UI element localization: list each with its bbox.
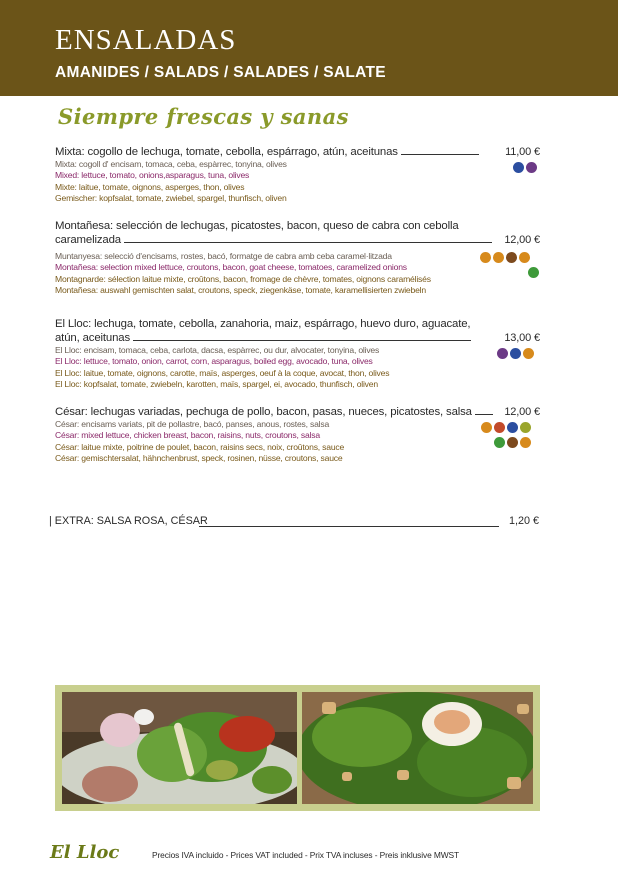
fish-allergen-icon: [510, 348, 521, 359]
slogan: Siempre frescas y sanas: [58, 104, 349, 129]
item-name: César: lechugas variadas, pechuga de pollo, bacon, pasas, nueces, picatostes, salsa: [55, 406, 472, 418]
item-desc-fr: Montagnarde: sélection laitue mixte, croûtons, bacon, fromage de chèvre, tomates, oignons caramélisés: [55, 273, 431, 284]
item-desc-de: César: gemischtersalat, hähnchenbrust, speck, rosinen, nüsse, croutons, sauce: [55, 453, 343, 464]
nuts-allergen-icon: [506, 252, 517, 263]
celery-allergen-icon: [528, 267, 539, 278]
item-desc-ca: Mixta: cogoll d' encisam, tomaca, ceba, espàrrec, tonyina, olives: [55, 159, 287, 169]
gluten-allergen-icon: [481, 422, 492, 433]
item-desc-fr: César: laitue mixte, poitrine de poulet, bacon, raisins secs, noix, croûtons, sauce: [55, 441, 345, 452]
item-desc-de: Montañesa: auswahl gemischten salat, croutons, speck, ziegenkäse, tomate, karamellisierten zwiebeln: [55, 285, 426, 296]
item-name-cont: atún, aceitunas: [55, 332, 131, 344]
egg-allergen-icon: [519, 252, 530, 263]
soy-allergen-icon: [520, 422, 531, 433]
gluten-allergen-icon: [480, 252, 491, 263]
header-banner: [0, 0, 618, 96]
fish-allergen-icon: [513, 162, 524, 173]
leader-line: [124, 233, 492, 243]
item-price: 12,00 €: [504, 234, 540, 246]
photo-frame: [55, 685, 540, 811]
allergen-icons-row2: [494, 437, 531, 448]
item-price: 12,00 €: [504, 406, 540, 418]
vat-note: Precios IVA incluido - Prices VAT included - Prix TVA incluses - Preis inklusive MWST: [152, 850, 460, 860]
item-name-line: [55, 219, 540, 247]
item-desc-en: El Lloc: lettuce, tomato, onion, carrot, corn, asparagus, boiled egg, avocado, tuna, olives: [55, 356, 373, 367]
item-desc-ca: El Lloc: encisam, tomaca, ceba, carlota, dacsa, espàrrec, ou dur, alvocater, tonyina, olives: [55, 345, 380, 355]
leader-line: [401, 145, 479, 155]
item-desc-fr: Mixte: laitue, tomate, oignons, asperges, thon, olives: [55, 181, 245, 192]
extra-row: [49, 515, 539, 527]
item-desc-de: El Lloc: kopfsalat, tomate, zwiebeln, karotten, maïs, spargel, ei, avocado, thunfisch, oliven: [55, 379, 378, 390]
salad-photo-mixta: [62, 692, 297, 804]
fish-allergen-icon: [507, 422, 518, 433]
leader-line: [199, 526, 499, 527]
item-name: El Lloc: lechuga, tomate, cebolla, zanahoria, maiz, espárrago, huevo duro, aguacate,: [55, 318, 471, 330]
allergen-icons: [481, 422, 531, 433]
allergen-icons: [497, 348, 534, 359]
allergen-icons: [513, 162, 537, 173]
item-desc-ca: César: encisams variats, pit de pollastre, bacó, panses, anous, rostes, salsa: [55, 419, 330, 429]
item-desc-en: Mixed: lettuce, tomato, onions,asparagus, tuna, olives: [55, 170, 250, 181]
mustard-allergen-icon: [494, 422, 505, 433]
menu-item-montanesa: [55, 219, 540, 297]
item-desc-ca: Muntanyesa: selecció d'encisams, rostes, bacó, formatge de cabra amb ceba caramel·litzada: [55, 251, 392, 261]
extra-label: | EXTRA: SALSA ROSA, CÉSAR: [49, 515, 208, 527]
egg-allergen-icon: [523, 348, 534, 359]
item-name-line: [55, 317, 540, 345]
item-price: 11,00 €: [505, 146, 540, 158]
restaurant-logo: El Lloc: [50, 842, 120, 863]
leader-line: [475, 405, 493, 415]
item-desc-en: Montañesa: selection mixed lettuce, croutons, bacon, goat cheese, tomatoes, caramelized onions: [55, 262, 407, 273]
sulphite-allergen-icon: [526, 162, 537, 173]
milk-allergen-icon: [493, 252, 504, 263]
allergen-icons: [480, 252, 530, 263]
menu-item-el-lloc: [55, 317, 540, 391]
item-desc-en: César: mixed lettuce, chicken breast, bacon, raisins, nuts, croutons, salsa: [55, 430, 320, 441]
item-name: Montañesa: selección de lechugas, picatostes, bacon, queso de cabra con cebolla: [55, 220, 459, 232]
item-price: 13,00 €: [504, 332, 540, 344]
item-name-line: [55, 145, 540, 159]
extra-price: 1,20 €: [508, 515, 539, 527]
item-name-cont: caramelizada: [55, 234, 121, 246]
item-desc-de: Gemischer: kopfsalat, tomate, zwiebel, spargel, thunfisch, oliven: [55, 193, 287, 204]
item-name-line: [55, 405, 540, 419]
leader-line: [133, 331, 471, 341]
menu-item-mixta: [55, 145, 540, 205]
item-desc-fr: El Lloc: laitue, tomate, oignons, carotte, maïs, asperges, oeuf à la coque, avocat, thon, olives: [55, 367, 390, 378]
celery-allergen-icon: [494, 437, 505, 448]
menu-item-cesar: [55, 405, 540, 465]
egg-allergen-icon: [520, 437, 531, 448]
salad-photo-montanesa: [302, 692, 533, 804]
item-name: Mixta: cogollo de lechuga, tomate, cebolla, espárrago, atún, aceitunas: [55, 146, 398, 158]
page-title: ENSALADAS: [55, 24, 237, 56]
page-subtitle: AMANIDES / SALADS / SALADES / SALATE: [55, 64, 386, 81]
sulphite-allergen-icon: [497, 348, 508, 359]
allergen-icons-row2: [528, 267, 539, 278]
nuts-allergen-icon: [507, 437, 518, 448]
